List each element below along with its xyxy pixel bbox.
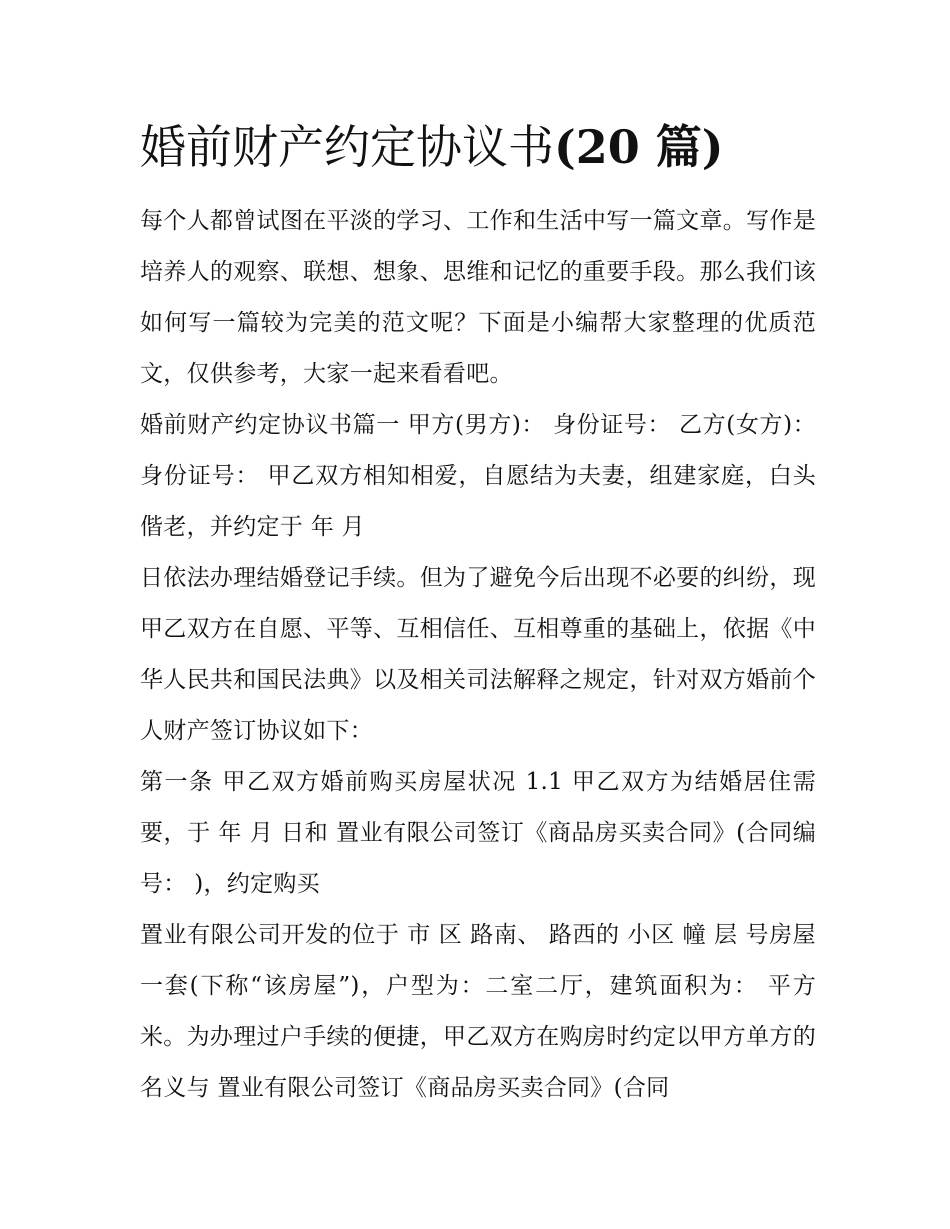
intro-paragraph: 每个人都曾试图在平淡的学习、工作和生活中写一篇文章。写作是培养人的观察、联想、想象、思维和记忆的重要手段。那么我们该如何写一篇较为完美的范文呢？下面是小编帮大家整理的优质范文，仅供参考，大家一起来看看吧。 xyxy=(140,208,816,387)
agreement-purpose-paragraph: 日依法办理结婚登记手续。但为了避免今后出现不必要的纠纷，现甲乙双方在自愿、平等、互相信任、互相尊重的基础上，依据《中华人民共和国民法典》以及相关司法解释之规定，针对双方婚前个人财产签订协议如下： xyxy=(140,565,816,744)
title-count: (20 篇) xyxy=(554,120,724,174)
article-one-paragraph: 第一条 甲乙双方婚前购买房屋状况 1.1 甲乙双方为结婚居住需要，于 年 月 日和 置业有限公司签订《商品房买卖合同》(合同编号： )，约定购买 xyxy=(140,769,816,897)
agreement-parties-paragraph: 婚前财产约定协议书篇一 甲方(男方)： 身份证号： 乙方(女方)： 身份证号： 甲乙双方相知相爱，自愿结为夫妻，组建家庭，白头偕老，并约定于 年 月 xyxy=(140,412,816,540)
document-body xyxy=(140,112,816,1114)
title-main: 婚前财产约定协议书 xyxy=(140,120,554,174)
property-details-paragraph: 置业有限公司开发的位于 市 区 路南、 路西的 小区 幢 层 号房屋一套(下称“该房屋”)，户型为：二室二厅，建筑面积为： 平方米。为办理过户手续的便捷，甲乙双方在购房时约定以甲方单方的名义与 置业有限公司签订《商品房买卖合同》(合同 xyxy=(140,922,816,1101)
document-title xyxy=(140,112,816,182)
